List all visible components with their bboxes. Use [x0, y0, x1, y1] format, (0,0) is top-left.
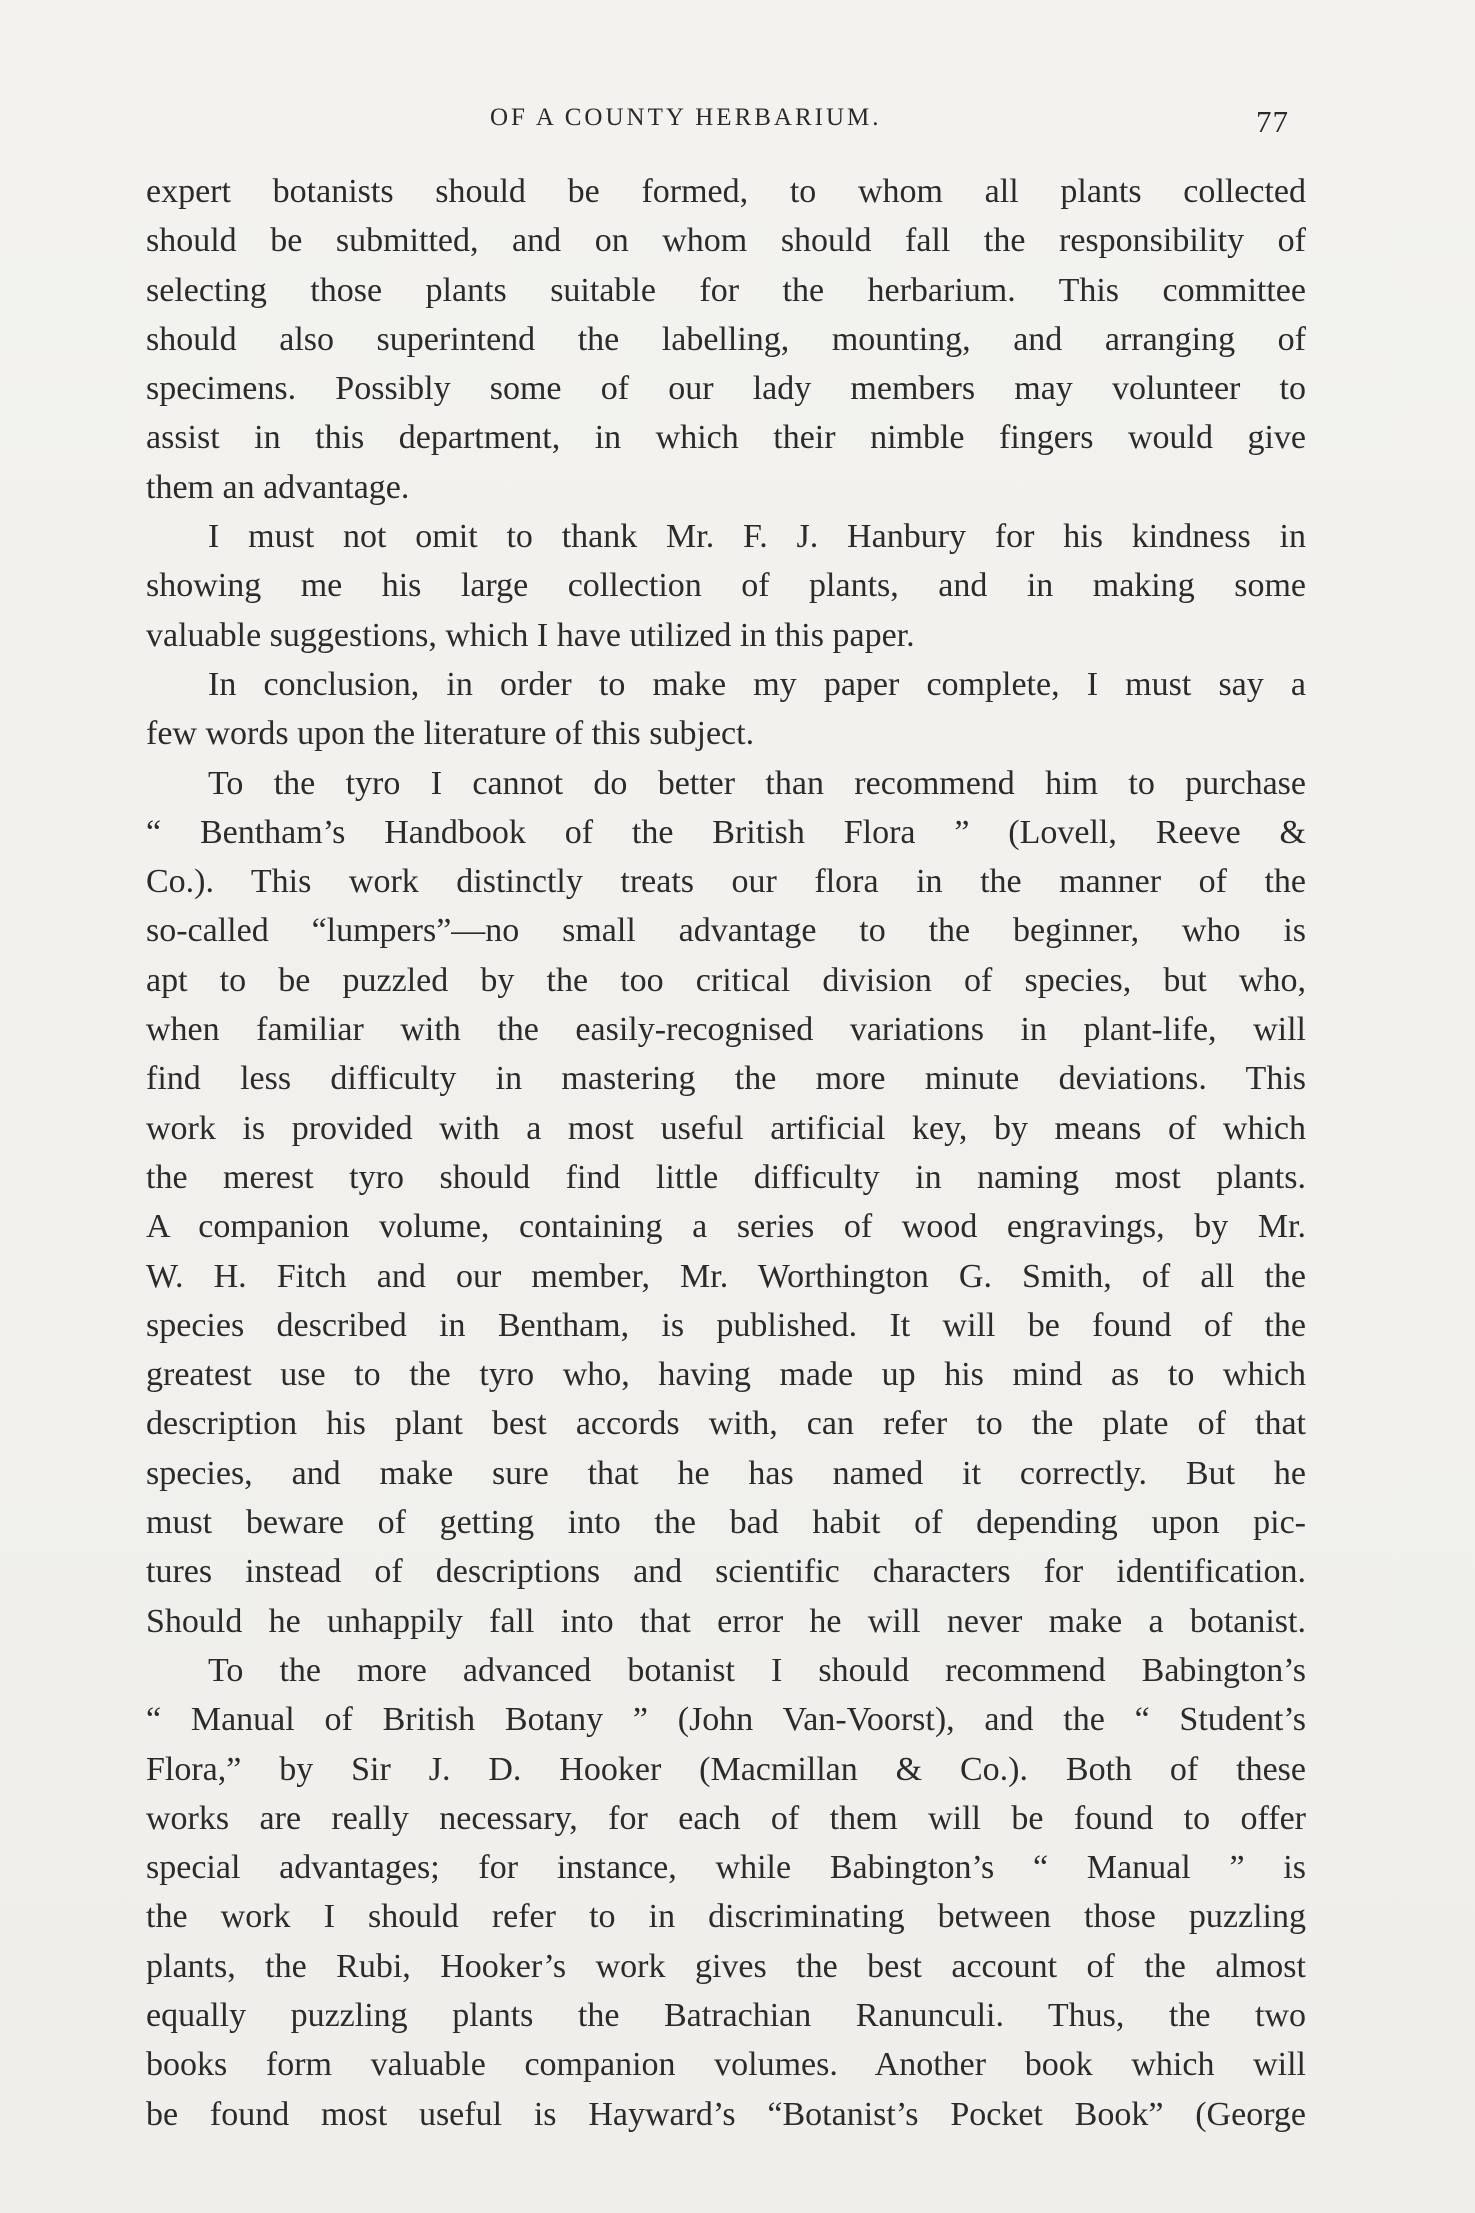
- text-line: special advantages; for instance, while Babington’s “ Manual ” is: [146, 1849, 1306, 1887]
- text-line: valuable suggestions, which I have utilized in this paper.: [146, 616, 915, 654]
- text-line: “ Bentham’s Handbook of the British Flora ” (Lovell, Reeve &: [146, 813, 1306, 851]
- text-line: assist in this department, in which their nimble fingers would give: [146, 419, 1306, 457]
- text-line: the merest tyro should find little difficulty in naming most plants.: [146, 1158, 1306, 1196]
- text-line: “ Manual of British Botany ” (John Van-Voorst), and the “ Student’s: [146, 1701, 1306, 1739]
- text-line: works are really necessary, for each of them will be found to offer: [146, 1799, 1306, 1837]
- page-number: 77: [1256, 104, 1289, 139]
- text-line: tures instead of descriptions and scientific characters for identification.: [146, 1553, 1306, 1591]
- text-line: must beware of getting into the bad habit of depending upon pic-: [146, 1504, 1306, 1542]
- text-line: should also superintend the labelling, mounting, and arranging of: [146, 320, 1306, 358]
- text-line: apt to be puzzled by the too critical division of species, but who,: [146, 961, 1306, 999]
- text-line: A companion volume, containing a series of wood engravings, by Mr.: [146, 1208, 1306, 1246]
- text-line: To the more advanced botanist I should recommend Babington’s: [208, 1651, 1306, 1689]
- text-line: the work I should refer to in discriminating between those puzzling: [146, 1898, 1306, 1936]
- text-line: To the tyro I cannot do better than recommend him to purchase: [208, 764, 1306, 802]
- text-line: species described in Bentham, is published. It will be found of the: [146, 1306, 1306, 1344]
- text-line: plants, the Rubi, Hooker’s work gives the best account of the almost: [146, 1947, 1306, 1985]
- running-title: OF A COUNTY HERBARIUM.: [490, 104, 882, 131]
- text-line: In conclusion, in order to make my paper complete, I must say a: [208, 665, 1306, 703]
- text-line: work is provided with a most useful artificial key, by means of which: [146, 1109, 1306, 1147]
- text-line: I must not omit to thank Mr. F. J. Hanbury for his kindness in: [208, 518, 1306, 556]
- text-line: them an advantage.: [146, 468, 410, 506]
- text-line: Should he unhappily fall into that error he will never make a botanist.: [146, 1602, 1306, 1640]
- paragraph-2: [146, 512, 1306, 660]
- text-line: equally puzzling plants the Batrachian Ranunculi. Thus, the two: [146, 1996, 1306, 2034]
- text-line: showing me his large collection of plants, and in making some: [146, 567, 1306, 605]
- text-line: Co.). This work distinctly treats our flora in the manner of the: [146, 863, 1306, 901]
- text-line: W. H. Fitch and our member, Mr. Worthington G. Smith, of all the: [146, 1257, 1306, 1295]
- text-line: Flora,” by Sir J. D. Hooker (Macmillan & Co.). Both of these: [146, 1750, 1306, 1788]
- text-line: when familiar with the easily-recognised variations in plant-life, will: [146, 1011, 1306, 1049]
- text-line: so-called “lumpers”—no small advantage to the beginner, who is: [146, 912, 1306, 950]
- paragraph-1: [146, 167, 1306, 512]
- text-line: species, and make sure that he has named it correctly. But he: [146, 1454, 1306, 1492]
- paragraph-5: [146, 1646, 1306, 2139]
- text-line: expert botanists should be formed, to whom all plants collected: [146, 173, 1306, 210]
- paragraph-4: [146, 759, 1306, 1646]
- body-text: [146, 167, 1306, 2139]
- text-line: greatest use to the tyro who, having made up his mind as to which: [146, 1356, 1306, 1394]
- text-line: books form valuable companion volumes. Another book which will: [146, 2046, 1306, 2084]
- paragraph-3: [146, 660, 1306, 759]
- text-line: description his plant best accords with, can refer to the plate of that: [146, 1405, 1306, 1443]
- text-line: selecting those plants suitable for the herbarium. This committee: [146, 271, 1306, 309]
- running-head: [0, 100, 1475, 140]
- text-line: should be submitted, and on whom should fall the responsibility of: [146, 222, 1306, 260]
- text-line: few words upon the literature of this subject.: [146, 715, 755, 753]
- text-line: find less difficulty in mastering the more minute deviations. This: [146, 1060, 1306, 1098]
- text-line: be found most useful is Hayward’s “Botanist’s Pocket Book” (George: [146, 2095, 1306, 2133]
- text-line: specimens. Possibly some of our lady members may volunteer to: [146, 370, 1306, 408]
